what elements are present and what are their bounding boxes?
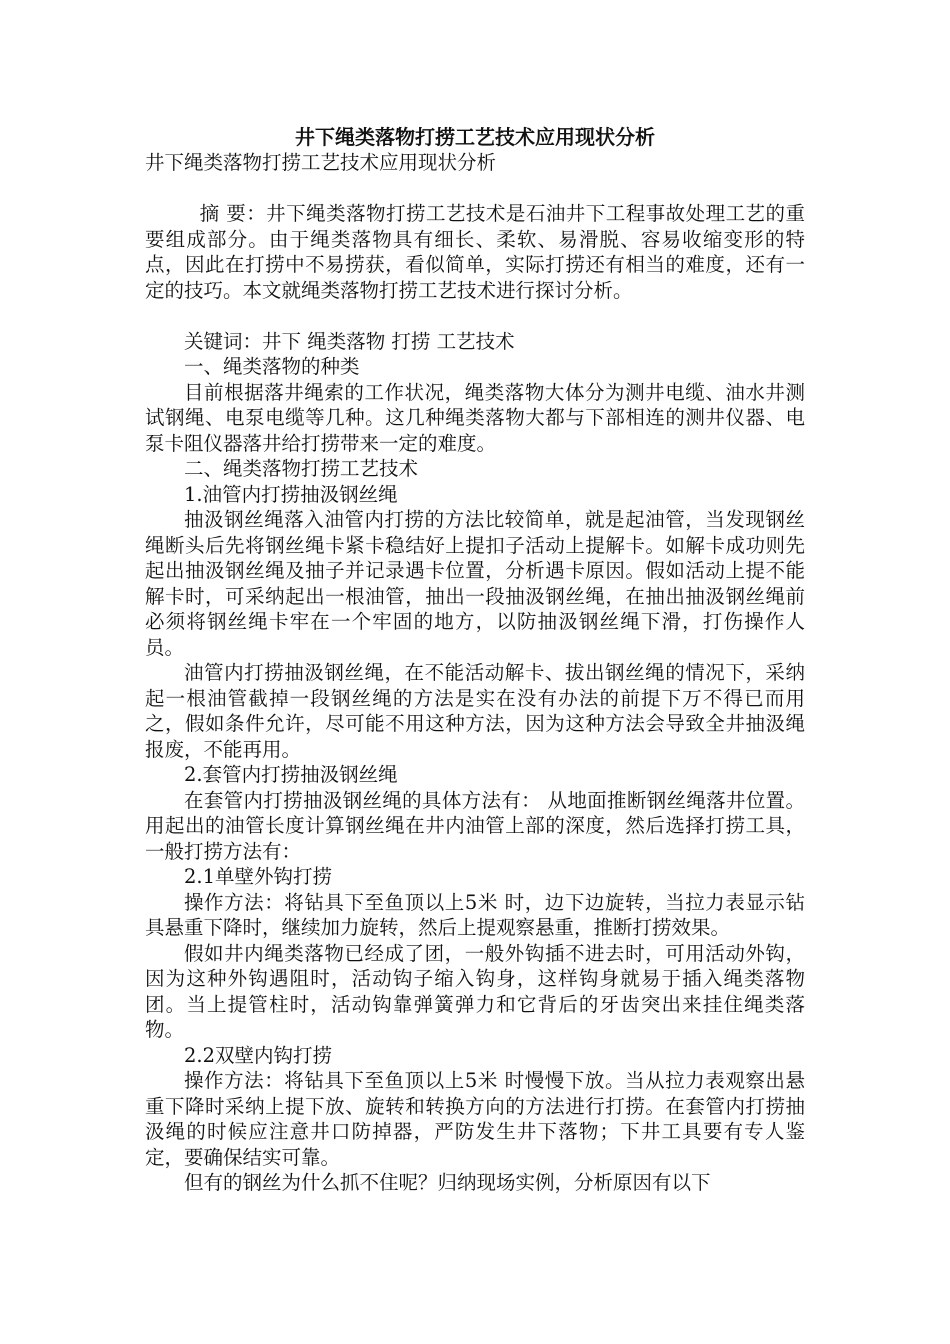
body-paragraph: 抽汲钢丝绳落入油管内打捞的方法比较简单，就是起油管，当发现钢丝绳断头后先将钢丝绳卡紧卡稳结好上提扣子活动上提解卡。如解卡成功则先起出抽汲钢丝绳及抽子并记录遇卡位置，分析遇卡原因。假如活动上提不能解卡时，可采纳起出一根油管，抽出一段抽汲钢丝绳，在抽出抽汲钢丝绳前必须将钢丝绳卡牢在一个牢固的地方，以防抽汲钢丝绳下滑，打伤操作人员。 <box>145 508 805 659</box>
section-heading-1: 一、绳类落物的种类 <box>184 355 360 378</box>
document-title: 井下绳类落物打捞工艺技术应用现状分析 <box>295 125 655 149</box>
subsection-heading: 2.2双壁内钩打捞 <box>184 1043 333 1067</box>
body-paragraph: 但有的钢丝为什么抓不住呢？归纳现场实例，分析原因有以下 <box>184 1171 711 1194</box>
spacer <box>145 176 805 202</box>
document-body <box>145 124 805 1196</box>
subsection-heading: 2.套管内打捞抽汲钢丝绳 <box>184 763 398 786</box>
body-paragraph: 假如井内绳类落物已经成了团，一般外钩插不进去时，可用活动外钩，因为这种外钩遇阻时，活动钩子缩入钩身，这样钩身就易于插入绳类落物团。当上提管柱时，活动钩靠弹簧弹力和它背后的牙齿突出来挂住绳类落物。 <box>145 941 805 1041</box>
subsection-heading: 1.油管内打捞抽汲钢丝绳 <box>184 482 398 506</box>
body-paragraph: 操作方法：将钻具下至鱼顶以上5米 时，边下边旋转，当拉力表显示钻具悬重下降时，继续加力旋转，然后上提观察悬重，推断打捞效果。 <box>145 890 805 939</box>
section-heading-2: 二、绳类落物打捞工艺技术 <box>184 457 419 480</box>
keywords-line: 关键词：井下 绳类落物 打捞 工艺技术 <box>184 329 515 353</box>
document-subtitle: 井下绳类落物打捞工艺技术应用现状分析 <box>145 151 497 174</box>
subsection-heading: 2.1单壁外钩打捞 <box>184 865 333 888</box>
body-paragraph: 目前根据落井绳索的工作状况，绳类落物大体分为测井电缆、油水井测试钢绳、电泵电缆等几种。这几种绳类落物大都与下部相连的测井仪器、电泵卡阻仪器落井给打捞带来一定的难度。 <box>145 380 805 455</box>
body-paragraph: 油管内打捞抽汲钢丝绳，在不能活动解卡、拔出钢丝绳的情况下，采纳起一根油管截掉一段钢丝绳的方法是实在没有办法的前提下万不得已而用之，假如条件允许，尽可能不用这种方法，因为这种方法会导致全井抽汲绳报废，不能再用。 <box>145 661 805 761</box>
spacer <box>145 303 805 329</box>
body-paragraph: 操作方法：将钻具下至鱼顶以上5米 时慢慢下放。当从拉力表观察出悬重下降时采纳上提下放、旋转和转换方向的方法进行打捞。在套管内打捞抽汲绳的时候应注意井口防掉器，严防发生井下落物；下井工具要有专人鉴定，要确保结实可靠。 <box>145 1069 805 1169</box>
body-paragraph: 在套管内打捞抽汲钢丝绳的具体方法有： 从地面推断钢丝绳落井位置。用起出的油管长度计算钢丝绳在井内油管上部的深度，然后选择打捞工具，一般打捞方法有： <box>145 788 805 863</box>
abstract-paragraph: 摘 要：井下绳类落物打捞工艺技术是石油井下工程事故处理工艺的重要组成部分。由于绳类落物具有细长、柔软、易滑脱、容易收缩变形的特点，因此在打捞中不易捞获，看似简单，实际打捞还有相当的难度，还有一定的技巧。本文就绳类落物打捞工艺技术进行探讨分析。 <box>145 202 805 302</box>
